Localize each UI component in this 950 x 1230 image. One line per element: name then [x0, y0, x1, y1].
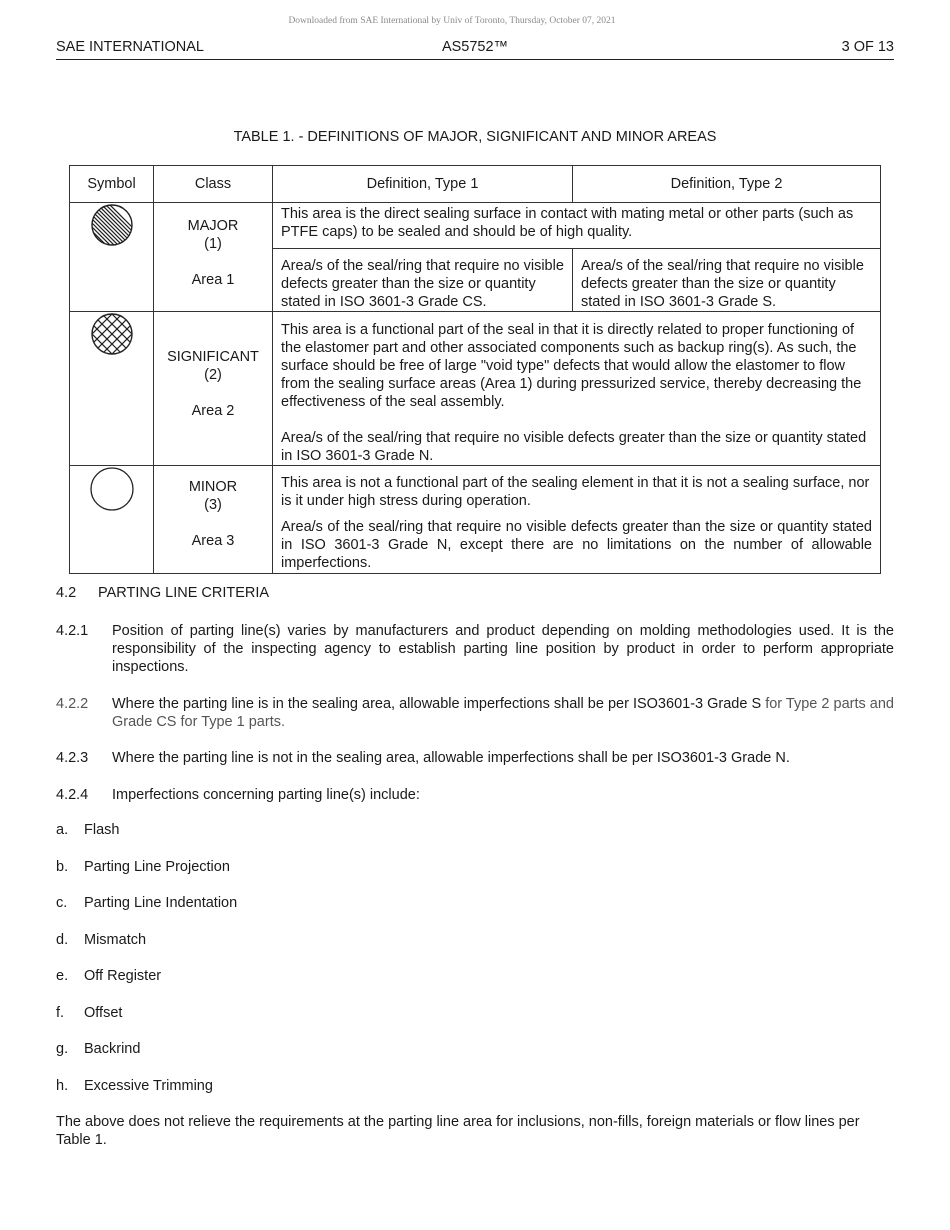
definition-minor-p1: This area is not a functional part of the sealing element in that it is not a sealing surface, nor is it under high stress during operation.: [281, 475, 870, 509]
list-text: Offset: [84, 1005, 123, 1021]
class-number-significant: (2): [204, 367, 222, 383]
table-row-major: [70, 203, 881, 249]
paragraph-number: 4.2.2: [56, 696, 89, 712]
table-row-minor: [70, 466, 881, 574]
area-label-minor: Area 3: [191, 533, 235, 549]
download-note: Downloaded from SAE International by Univ of Toronto, Thursday, October 07, 2021: [288, 16, 616, 26]
symbol-cell-significant: [70, 312, 154, 466]
definition-significant-p1: This area is a functional part of the seal in that it is directly related to proper functioning of the elastomer part and other associated components such as backup ring(s). As such, the surface should be free of large "void type" defects that would allow the elastomer to flow from the sealing surface areas (Area 1) during pressurized service, thereby decreasing the effectiveness of the seal assembly.: [281, 322, 862, 410]
list-letter: e.: [56, 968, 69, 984]
list-text: Flash: [84, 822, 120, 838]
definition-significant-p2: Area/s of the seal/ring that require no visible defects greater than the size or quantity stated in ISO 3601-3 Grade N.: [281, 430, 867, 464]
definition-minor-p2: Area/s of the seal/ring that require no visible defects greater than the size or quantity stated in ISO 3601-3 Grade N, except there are no limitations on the number of allowable imperfections.: [281, 519, 872, 571]
class-number-minor: (3): [204, 497, 222, 513]
list-letter: b.: [56, 859, 69, 875]
class-cell-major: [154, 203, 273, 312]
empty-circle-icon: [89, 466, 135, 512]
paragraph-number: 4.2.1: [56, 623, 89, 639]
section-number: 4.2: [56, 585, 77, 601]
area-label-major: Area 1: [191, 272, 235, 288]
list-item: [56, 895, 237, 911]
list-letter: c.: [56, 895, 68, 911]
paragraph-text-main: Where the parting line is in the sealing area, allowable imperfections shall be per ISO3601-3 Grade S: [112, 696, 762, 712]
shared-definition-major: This area is the direct sealing surface in contact with mating metal or other parts (such as PTFE caps) to be sealed and should be of high quality.: [273, 203, 881, 249]
column-header-type1: Definition, Type 1: [273, 166, 573, 203]
header-org: SAE INTERNATIONAL: [56, 39, 204, 55]
class-name-minor: MINOR: [188, 479, 238, 495]
paragraph-number: 4.2.3: [56, 750, 89, 766]
paragraph-4-2-2: [56, 695, 894, 731]
list-letter: h.: [56, 1078, 69, 1094]
hatched-circle-icon: [90, 203, 134, 247]
class-cell-significant: [154, 312, 273, 466]
paragraph-4-2-4: [56, 786, 894, 804]
list-text: Off Register: [84, 968, 162, 984]
paragraph-text: Where the parting line is not in the sealing area, allowable imperfections shall be per ISO3601-3 Grade N.: [112, 750, 790, 766]
list-item: [56, 822, 119, 838]
area-label-significant: Area 2: [191, 403, 235, 419]
page-header: [56, 39, 894, 60]
class-cell-minor: [154, 466, 273, 574]
definition-significant: [273, 312, 881, 466]
paragraph-text: [112, 695, 894, 731]
definitions-table: [69, 165, 881, 574]
paragraph-text-revision: for Type 2 parts and Grade CS for Type 1 parts.: [112, 696, 894, 730]
list-item: [56, 1005, 122, 1021]
paragraph-text: Imperfections concerning parting line(s) include:: [112, 787, 420, 803]
list-item: [56, 1078, 213, 1094]
column-header-type2: Definition, Type 2: [573, 166, 881, 203]
crosshatched-circle-icon: [90, 312, 134, 356]
list-letter: f.: [56, 1005, 65, 1021]
class-name-significant: SIGNIFICANT: [167, 349, 259, 365]
list-text: Parting Line Indentation: [84, 895, 238, 911]
column-header-class: Class: [154, 166, 273, 203]
section-heading: [56, 585, 269, 601]
symbol-cell-major: [70, 203, 154, 312]
table-title: TABLE 1. - DEFINITIONS OF MAJOR, SIGNIFICANT AND MINOR AREAS: [233, 129, 717, 145]
list-text: Backrind: [84, 1041, 141, 1057]
header-page-number: 3 OF 13: [841, 39, 894, 55]
class-number-major: (1): [204, 236, 222, 252]
list-text: Mismatch: [84, 932, 147, 948]
column-header-symbol: Symbol: [70, 166, 154, 203]
list-item: [56, 1041, 140, 1057]
header-doc-id: AS5752™: [441, 39, 509, 55]
type2-definition-major: Area/s of the seal/ring that require no visible defects greater than the size or quantity stated in ISO 3601-3 Grade S.: [573, 249, 881, 312]
class-name-major: MAJOR: [187, 218, 239, 234]
list-item: [56, 968, 161, 984]
definition-minor: [273, 466, 881, 574]
list-item: [56, 859, 230, 875]
list-letter: a.: [56, 822, 69, 838]
table-header-row: [70, 166, 881, 203]
paragraph-number: 4.2.4: [56, 787, 89, 803]
list-letter: g.: [56, 1041, 69, 1057]
list-item: [56, 932, 146, 948]
section-title: PARTING LINE CRITERIA: [98, 585, 270, 601]
list-letter: d.: [56, 932, 69, 948]
list-text: Parting Line Projection: [84, 859, 230, 875]
type1-definition-major: Area/s of the seal/ring that require no visible defects greater than the size or quantity stated in ISO 3601-3 Grade CS.: [273, 249, 573, 312]
paragraph-text: Position of parting line(s) varies by manufacturers and product depending on molding methodologies used. It is the responsibility of the inspecting agency to establish parting line position by product in order to perform appropriate inspections.: [112, 623, 894, 675]
symbol-cell-minor: [70, 466, 154, 574]
list-text: Excessive Trimming: [84, 1078, 213, 1094]
paragraph-4-2-1: [56, 622, 894, 676]
paragraph-4-2-3: [56, 749, 894, 767]
closing-paragraph: The above does not relieve the requirements at the parting line area for inclusions, non-fills, foreign materials or flow lines per Table 1.: [56, 1114, 860, 1148]
table-row-significant: [70, 312, 881, 466]
